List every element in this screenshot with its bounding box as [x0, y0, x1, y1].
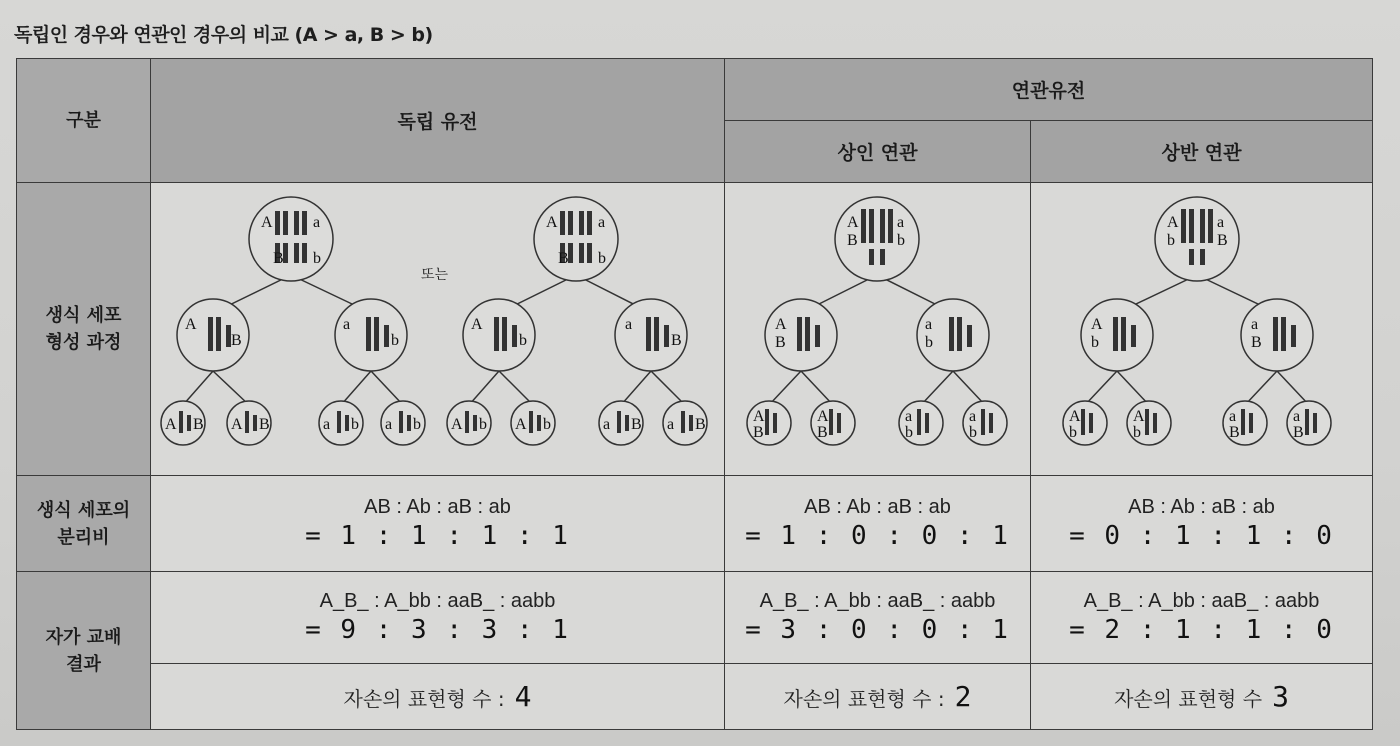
- gamete-ratio-labels: AB : Ab : aB : ab: [804, 496, 951, 518]
- phenotype-count-label: 자손의 표현형 수 :: [783, 687, 945, 711]
- gamete-ratio-values: = 0 : 1 : 1 : 0: [1069, 521, 1334, 551]
- phenotype-count-value: 4: [514, 680, 532, 713]
- svg-text:b: b: [1069, 424, 1077, 441]
- svg-text:b: b: [543, 416, 551, 433]
- svg-text:B: B: [259, 416, 270, 433]
- svg-text:B: B: [847, 232, 858, 249]
- cross-ratio-values: = 9 : 3 : 3 : 1: [305, 615, 570, 645]
- independent-meiosis-diagram: [151, 183, 725, 471]
- svg-text:b: b: [413, 416, 421, 433]
- svg-text:A: A: [546, 214, 558, 231]
- header-independent: 독립 유전: [151, 59, 725, 183]
- svg-text:b: b: [905, 424, 913, 441]
- gamete-ratio-independent: [151, 476, 725, 572]
- svg-text:A: A: [185, 316, 197, 333]
- cross-ratio-labels: A_B_ : A_bb : aaB_ : aabb: [1083, 590, 1320, 612]
- svg-text:a: a: [897, 214, 905, 231]
- header-repulsion: 상반 연관: [1031, 121, 1373, 183]
- svg-text:B: B: [558, 250, 569, 267]
- svg-text:A: A: [775, 316, 787, 333]
- header-coupling: 상인 연관: [725, 121, 1031, 183]
- row-gamete-ratio: 생식 세포의 분리비: [17, 476, 151, 572]
- svg-text:A: A: [471, 316, 483, 333]
- cross-ratio-repulsion: [1031, 572, 1373, 664]
- svg-text:A: A: [753, 408, 765, 425]
- cross-ratio-values: = 3 : 0 : 0 : 1: [745, 615, 1010, 645]
- svg-text:b: b: [391, 332, 399, 349]
- diagram-repulsion: [1031, 183, 1373, 476]
- table-title: 독립인 경우와 연관인 경우의 비교 (A > a, B > b): [14, 24, 433, 46]
- svg-text:b: b: [1091, 334, 1099, 351]
- svg-text:a: a: [667, 416, 675, 433]
- phenotype-count-value: 2: [954, 680, 972, 713]
- phenotype-count-independent: [151, 664, 725, 730]
- header-category: 구분: [17, 59, 151, 183]
- cross-ratio-independent: [151, 572, 725, 664]
- svg-text:A: A: [261, 214, 273, 231]
- svg-text:B: B: [753, 424, 764, 441]
- svg-text:A: A: [817, 408, 829, 425]
- svg-text:a: a: [625, 316, 633, 333]
- cross-ratio-coupling: [725, 572, 1031, 664]
- phenotype-count-label: 자손의 표현형 수: [1114, 687, 1263, 711]
- svg-text:a: a: [323, 416, 331, 433]
- gamete-ratio-coupling: [725, 476, 1031, 572]
- phenotype-count-coupling: [725, 664, 1031, 730]
- svg-text:a: a: [603, 416, 611, 433]
- svg-text:A: A: [1133, 408, 1145, 425]
- phenotype-count-label: 자손의 표현형 수 :: [343, 687, 505, 711]
- svg-text:a: a: [343, 316, 351, 333]
- svg-text:a: a: [598, 214, 606, 231]
- svg-text:a: a: [969, 408, 977, 425]
- diagram-independent: [151, 183, 725, 476]
- svg-text:a: a: [925, 316, 933, 333]
- svg-text:A: A: [847, 214, 859, 231]
- svg-text:B: B: [1251, 334, 1262, 351]
- gamete-ratio-labels: AB : Ab : aB : ab: [364, 496, 511, 518]
- repulsion-meiosis-diagram: [1031, 183, 1373, 471]
- svg-text:B: B: [273, 250, 284, 267]
- svg-text:b: b: [351, 416, 359, 433]
- diagram-coupling: [725, 183, 1031, 476]
- svg-text:B: B: [1217, 232, 1228, 249]
- svg-text:b: b: [897, 232, 905, 249]
- svg-text:B: B: [1293, 424, 1304, 441]
- svg-text:b: b: [969, 424, 977, 441]
- svg-text:B: B: [231, 332, 242, 349]
- coupling-meiosis-diagram: [725, 183, 1031, 471]
- header-linked: 연관유전: [725, 59, 1373, 121]
- svg-text:A: A: [515, 416, 527, 433]
- svg-text:b: b: [1133, 424, 1141, 441]
- svg-text:a: a: [1293, 408, 1301, 425]
- row-self-cross: 자가 교배 결과: [17, 572, 151, 730]
- comparison-table: [16, 58, 1373, 730]
- phenotype-count-value: 3: [1272, 680, 1289, 713]
- svg-text:b: b: [313, 250, 321, 267]
- svg-text:a: a: [1217, 214, 1225, 231]
- gamete-ratio-labels: AB : Ab : aB : ab: [1128, 496, 1275, 518]
- row-gamete-formation: 생식 세포 형성 과정: [17, 183, 151, 476]
- svg-text:b: b: [479, 416, 487, 433]
- svg-text:B: B: [695, 416, 706, 433]
- svg-text:A: A: [165, 416, 177, 433]
- phenotype-count-repulsion: [1031, 664, 1373, 730]
- cross-ratio-values: = 2 : 1 : 1 : 0: [1069, 615, 1334, 645]
- svg-text:b: b: [519, 332, 527, 349]
- svg-text:B: B: [671, 332, 682, 349]
- svg-text:a: a: [385, 416, 393, 433]
- gamete-ratio-repulsion: [1031, 476, 1373, 572]
- gamete-ratio-values: = 1 : 0 : 0 : 1: [745, 521, 1010, 551]
- svg-text:b: b: [598, 250, 606, 267]
- gamete-ratio-values: = 1 : 1 : 1 : 1: [305, 521, 570, 551]
- cross-ratio-labels: A_B_ : A_bb : aaB_ : aabb: [759, 590, 996, 612]
- svg-text:B: B: [1229, 424, 1240, 441]
- svg-text:B: B: [631, 416, 642, 433]
- svg-text:a: a: [1251, 316, 1259, 333]
- svg-text:A: A: [451, 416, 463, 433]
- svg-text:A: A: [1069, 408, 1081, 425]
- cross-ratio-labels: A_B_ : A_bb : aaB_ : aabb: [319, 590, 556, 612]
- svg-text:A: A: [231, 416, 243, 433]
- svg-text:B: B: [817, 424, 828, 441]
- svg-text:A: A: [1091, 316, 1103, 333]
- svg-text:A: A: [1167, 214, 1179, 231]
- svg-text:a: a: [313, 214, 321, 231]
- svg-text:a: a: [905, 408, 913, 425]
- or-label: 또는: [421, 267, 449, 283]
- svg-text:b: b: [1167, 232, 1175, 249]
- svg-text:B: B: [775, 334, 786, 351]
- svg-text:b: b: [925, 334, 933, 351]
- svg-text:a: a: [1229, 408, 1237, 425]
- svg-text:B: B: [193, 416, 204, 433]
